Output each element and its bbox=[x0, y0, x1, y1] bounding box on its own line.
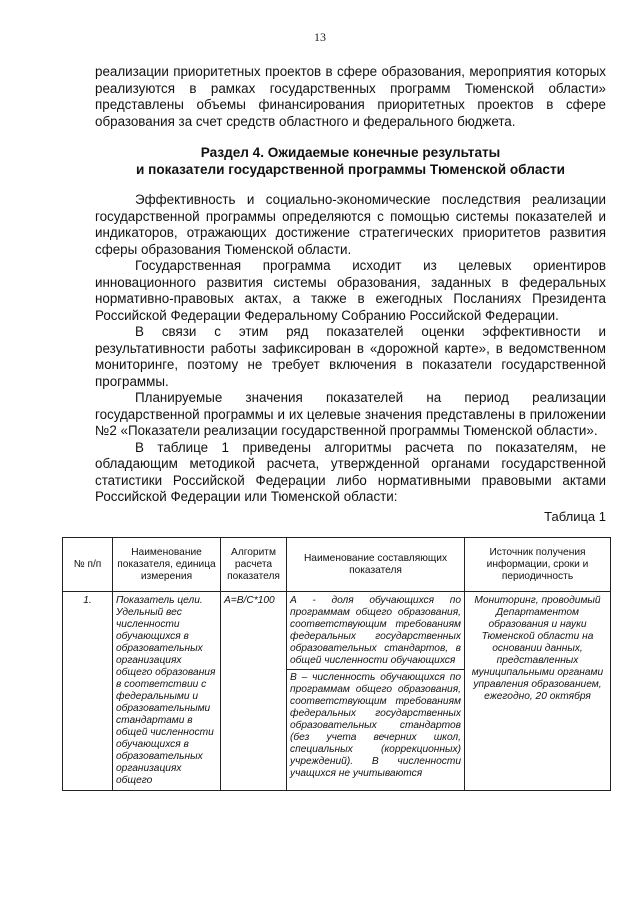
component-b: В – численность обучающихся по программам общего образования, соответствующим требованиям федеральных государственных образовательных стандартов (без учета вечерних школ, специальных (коррекционных) учреждений). В численности учащихся не учитываются bbox=[290, 672, 461, 779]
header-components: Наименование составляющих показателя bbox=[287, 538, 465, 592]
paragraph-effectiveness: Эффективность и социально-экономические последствия реализации государственной программы определяются с помощью системы показателей и индикаторов, отражающих достижение стратегических приоритетов развития сферы образования Тюменской области. bbox=[95, 192, 606, 257]
section-heading bbox=[95, 144, 606, 178]
component-a: А - доля обучающихся по программам общего образования, соответствующим требованиям федеральных государственных образовательных стандартов, в общей численности обучающихся bbox=[290, 595, 461, 666]
table-caption: Таблица 1 bbox=[544, 508, 606, 524]
section-title-line-2: и показатели государственной программы Тюменской области bbox=[136, 162, 565, 177]
header-num: № п/п bbox=[63, 538, 113, 592]
cell-components bbox=[287, 592, 465, 791]
cell-algorithm: A=B/C*100 bbox=[221, 592, 287, 791]
table-row bbox=[63, 592, 611, 791]
section-title-line-1: Раздел 4. Ожидаемые конечные результаты bbox=[200, 145, 501, 160]
header-name: Наименование показателя, единица измерения bbox=[113, 538, 221, 592]
paragraph-program-targets: Государственная программа исходит из целевых ориентиров инновационного развития системы образования, заданных в федеральных нормативно-правовых актах, а также в ежегодных Посланиях Президента Российской Федерации Федеральному Собранию Российской Федерации. bbox=[95, 258, 606, 323]
paragraph-planned-values: Планируемые значения показателей на период реализации государственной программы и их целевые значения представлены в приложении №2 «Показатели реализации государственной программы Тюменской области». bbox=[95, 390, 606, 438]
paragraph-table-intro: В таблице 1 приведены алгоритмы расчета по показателям, не обладающим методикой расчета, утвержденной органами государственной статистики Российской Федерации либо нормативными правовыми актами Российской Федерации или Тюменской области: bbox=[95, 439, 606, 504]
document-body bbox=[95, 64, 606, 528]
indicators-table bbox=[62, 537, 611, 791]
paragraph-roadmap: В связи с этим ряд показателей оценки эффективности и результативности работы зафиксирован в «дорожной карте», в ведомственном мониторинге, поэтому не требует включения в показатели государственной программы. bbox=[95, 324, 606, 389]
cell-num: 1. bbox=[63, 592, 113, 791]
table-header-row bbox=[63, 538, 611, 592]
header-algorithm: Алгоритм расчета показателя bbox=[221, 538, 287, 592]
page-number: 13 bbox=[314, 30, 326, 44]
component-divider bbox=[287, 669, 464, 670]
paragraph-continuation: реализации приоритетных проектов в сфере образования, мероприятия которых реализуются в рамках государственных программ Тюменской области» представлены объемы финансирования приоритетных проектов в сфере образования за счет средств областного и федерального бюджета. bbox=[95, 64, 606, 129]
header-source: Источник получения информации, сроки и периодичность bbox=[465, 538, 611, 592]
cell-source: Мониторинг, проводимый Департаментом образования и науки Тюменской области на основании данных, представленных муниципальными органами управления образованием, ежегодно, 20 октября bbox=[465, 592, 611, 791]
cell-name: Показатель цели. Удельный вес численности обучающихся в образовательных организациях общего образования в соответствии с федеральными и образовательными стандартами в общей численности обучающихся в образовательных организациях общего bbox=[113, 592, 221, 791]
